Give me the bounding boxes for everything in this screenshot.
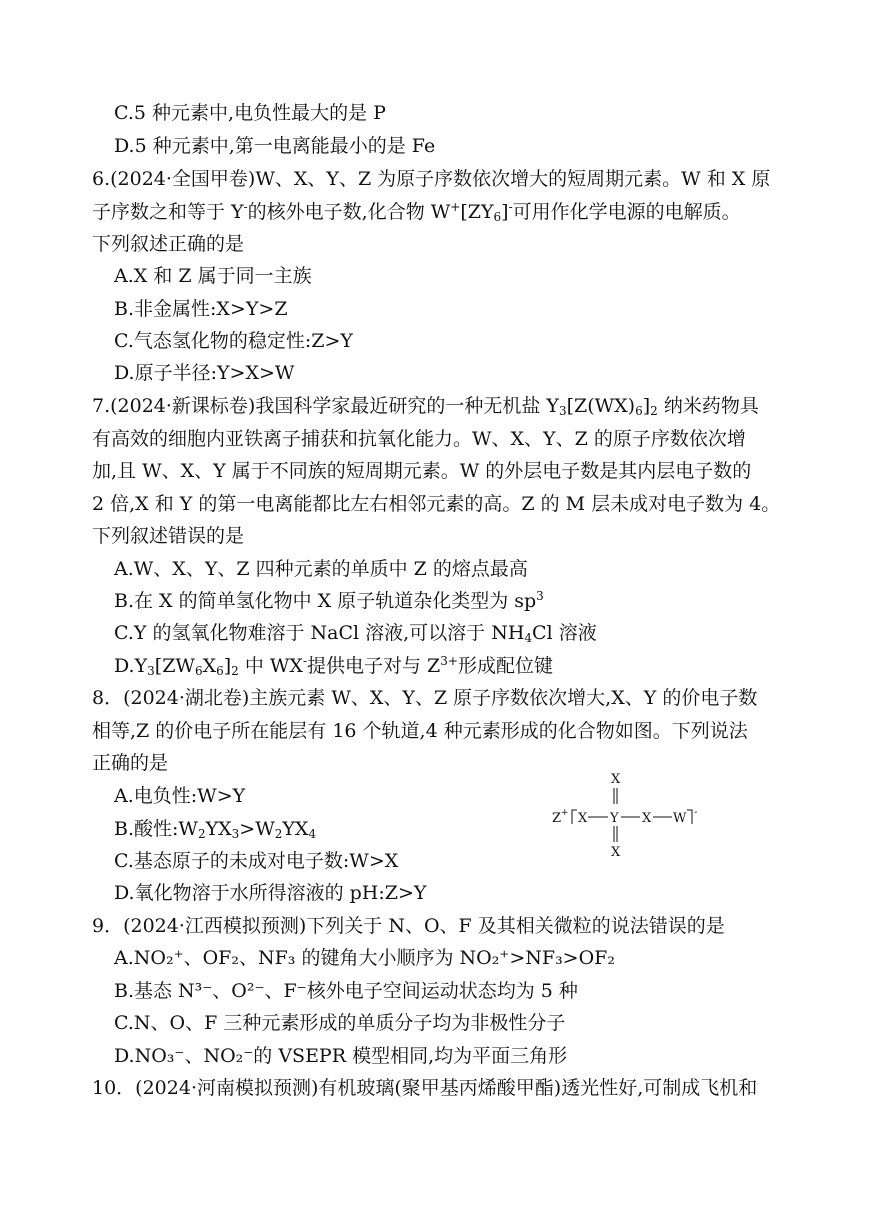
- q6-option-c: C.气态氢化物的稳定性:Z>Y: [114, 330, 353, 352]
- q8-option-a: A.电负性:W>Y: [114, 785, 246, 807]
- q6-option-a: A.X 和 Z 属于同一主族: [114, 265, 312, 287]
- q7-stem-line4: 2 倍,X 和 Y 的第一电离能都比左右相邻元素的高。Z 的 M 层未成对电子数为 4。: [92, 493, 781, 515]
- q7-option-c: C.Y 的氢氧化物难溶于 NaCl 溶液,可以溶于 $NH_4Cl$ 溶液: [114, 622, 597, 645]
- q8-stem-line2: 相等,Z 的价电子所在能层有 16 个轨道,4 种元素形成的化合物如图。下列说法: [92, 720, 748, 742]
- q9-option-d: D.NO₃⁻、NO₂⁻的 VSEPR 模型相同,均为平面三角形: [114, 1045, 568, 1067]
- q7-option-a: A.W、X、Y、Z 四种元素的单质中 Z 的熔点最高: [114, 558, 528, 580]
- q9-option-b: B.基态 N³⁻、O²⁻、F⁻核外电子空间运动状态均为 5 种: [114, 980, 578, 1002]
- structure-chain-x2: X: [642, 811, 652, 826]
- q6-stem-line1: 6.(2024·全国甲卷)W、X、Y、Z 为原子序数依次增大的短周期元素。W 和 X 原: [92, 168, 771, 190]
- q7-stem-line3: 加,且 W、X、Y 属于不同族的短周期元素。W 的外层电子数是其内层电子数的: [92, 460, 752, 482]
- svg-text:-: -: [694, 807, 698, 818]
- structure-bottom-x: X: [611, 845, 621, 860]
- structure-cation-z: Z: [552, 811, 562, 826]
- q8-option-d: D.氧化物溶于水所得溶液的 pH:Z>Y: [114, 882, 427, 904]
- q6-stem-line3: 下列叙述正确的是: [92, 233, 245, 255]
- q7-option-d: $D.Y_3[ZW_6X_6]_2$ 中 WX-提供电子对与 $Z^{3+}$形成配位键: [114, 654, 553, 678]
- q8-option-c: C.基态原子的未成对电子数:W>X: [114, 850, 399, 872]
- q6-option-d: D.原子半径:Y>X>W: [114, 362, 295, 384]
- structure-chain-y: Y: [610, 811, 619, 826]
- q7-stem-line2: 有高效的细胞内亚铁离子捕获和抗氧化能力。W、X、Y、Z 的原子序数依次增: [92, 428, 746, 450]
- q7-option-b: B.在 X 的简单氢化物中 X 原子轨道杂化类型为 $sp^3$: [114, 589, 544, 612]
- q5-option-d: D.5 种元素中,第一电离能最小的是 Fe: [114, 135, 436, 157]
- structure-chain-x1: X: [578, 811, 588, 826]
- q7-stem-line5: 下列叙述错误的是: [92, 525, 245, 547]
- q9-stem-line1: 9．(2024·江西模拟预测)下列关于 N、O、F 及其相关微粒的说法错误的是: [92, 915, 725, 937]
- q6-option-b: B.非金属性:X>Y>Z: [114, 298, 288, 320]
- structure-top-x: X: [611, 772, 621, 787]
- structure-right-bracket: [687, 810, 692, 824]
- structure-chain-w: W: [673, 811, 687, 826]
- q8-option-b: B.酸性$:W_2YX_3>W_2YX_4$: [114, 818, 317, 841]
- q7-stem-line1: 7.(2024·新课标卷)我国科学家最近研究的一种无机盐 $Y_3[Z(WX)_6]_2$ 纳米药物具: [92, 395, 759, 418]
- structure-left-bracket: [572, 810, 577, 824]
- q10-stem-line1: 10．(2024·河南模拟预测)有机玻璃(聚甲基丙烯酸甲酯)透光性好,可制成飞机和: [92, 1077, 758, 1099]
- q8-stem-line1: 8．(2024·湖北卷)主族元素 W、X、Y、Z 原子序数依次增大,X、Y 的价电子数: [92, 687, 758, 709]
- q6-stem-line2: 子序数之和等于 Y-的核外电子数,化合物 $W^+[ZY_6]^-$可用作化学电源的电解质。: [92, 200, 741, 224]
- q9-option-a: A.NO₂⁺、OF₂、NF₃ 的键角大小顺序为 NO₂⁺>NF₃>OF₂: [114, 947, 615, 969]
- q8-structure-figure: [548, 770, 708, 865]
- svg-text:+: +: [561, 808, 569, 818]
- q8-stem-line3: 正确的是: [92, 752, 169, 774]
- q5-option-c: C.5 种元素中,电负性最大的是 P: [114, 102, 386, 124]
- q9-option-c: C.N、O、F 三种元素形成的单质分子均为非极性分子: [114, 1012, 566, 1034]
